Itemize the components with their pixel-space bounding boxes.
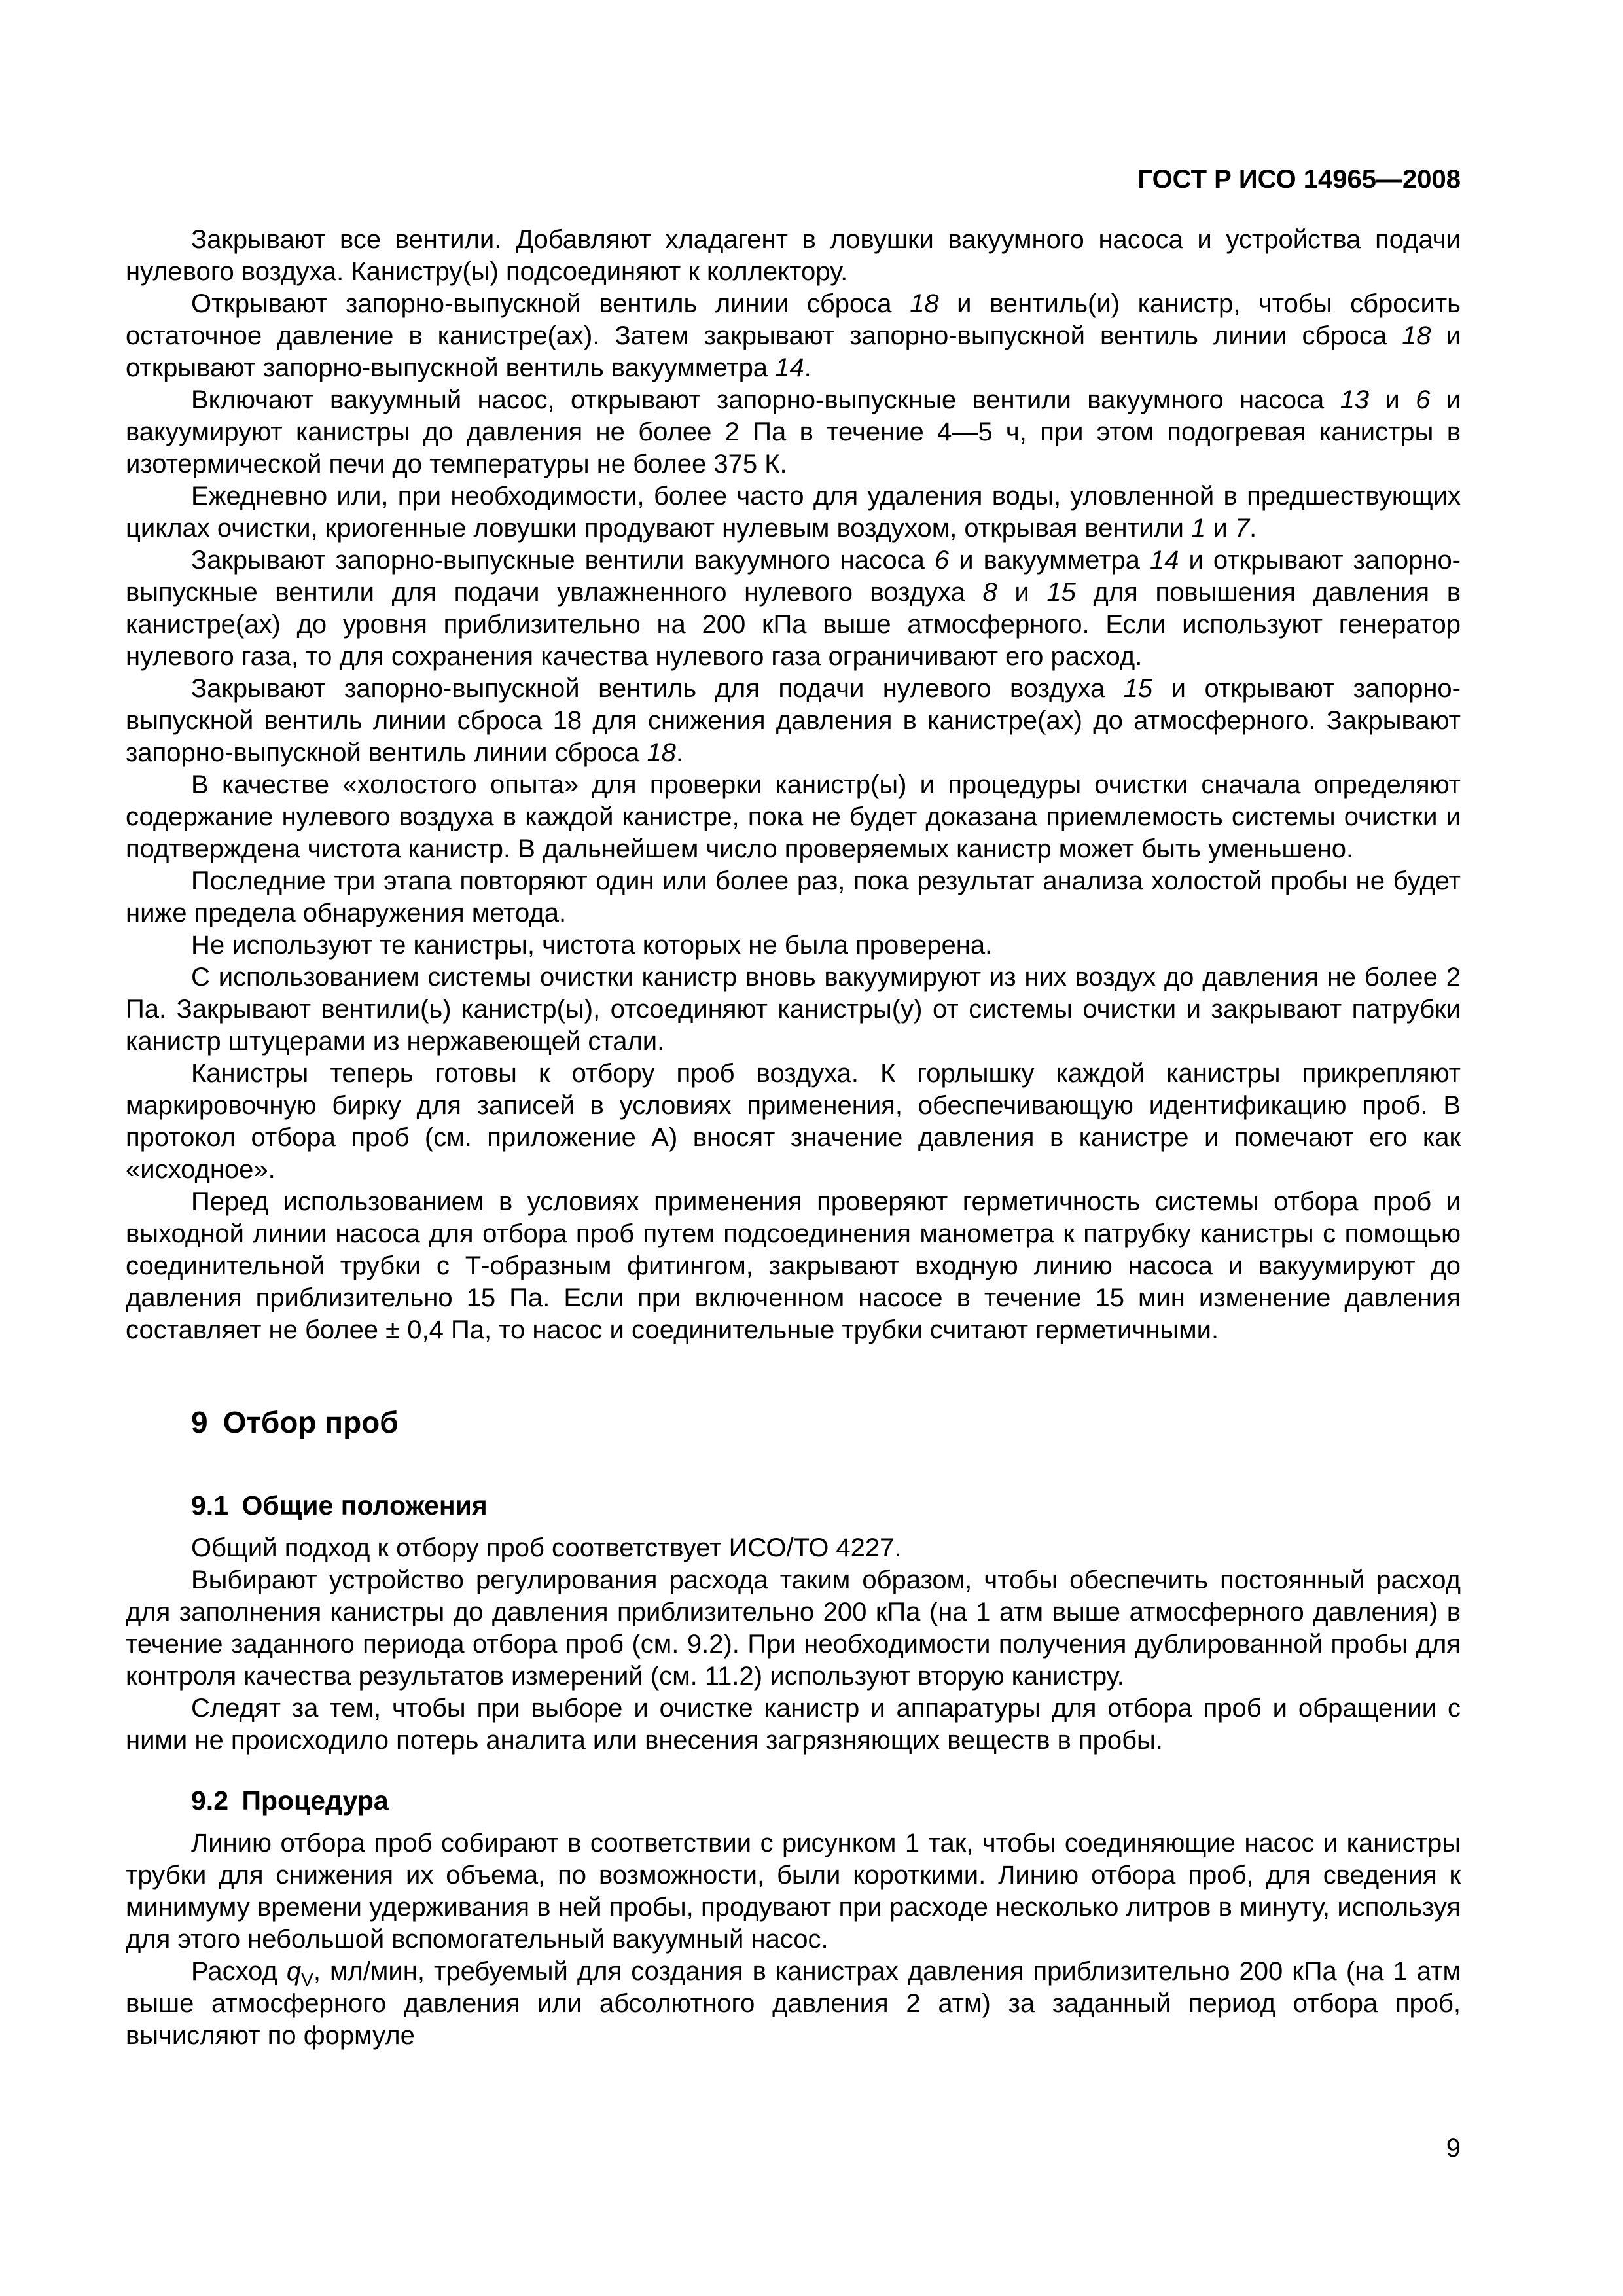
paragraph: Закрывают все вентили. Добавляют хладагент в ловушки вакуумного насоса и устройства подачи нулевого воздуха. Канистру(ы) подсоединяют к коллектору. bbox=[126, 225, 1461, 286]
italic-reference: 13 bbox=[1340, 386, 1370, 414]
paragraph: Ежедневно или, при необходимости, более часто для удаления воды, уловленной в предшествующих циклах очистки, криогенные ловушки продувают нулевым воздухом, открывая вентили 1 и 7. bbox=[126, 482, 1461, 543]
italic-reference: 15 bbox=[1123, 674, 1153, 703]
section-heading: 9.1 Общие положения bbox=[191, 1490, 488, 1520]
paragraph: Закрывают запорно-выпускные вентили вакуумного насоса 6 и вакуумметра 14 и открывают запорно-выпускные вентили для подачи увлажненного нулевого воздуха 8 и 15 для повышения давления в канистре(ах) до уровня приблизительно на 200 кПа выше атмосферного. Если используют генератор нулевого газа, то для сохранения качества нулевого газа ограничивают его расход. bbox=[126, 546, 1461, 671]
paragraph: Следят за тем, чтобы при выборе и очистке канистр и аппаратуры для отбора проб и обращении с ними не происходило потерь аналита или внесения загрязняющих веществ в пробы. bbox=[126, 1694, 1461, 1755]
italic-reference: q bbox=[286, 1957, 302, 1986]
paragraph: С использованием системы очистки канистр вновь вакуумируют из них воздух до давления не более 2 Па. Закрывают вентили(ь) канистр(ы), отсоединяют канистры(у) от системы очистки и закрывают патрубки канистр штуцерами из нержавеющей стали. bbox=[126, 963, 1461, 1056]
italic-reference: 1 bbox=[1191, 514, 1206, 543]
italic-reference: 14 bbox=[775, 353, 804, 382]
paragraph: Расход $q_V$, мл/мин, требуемый для создания в канистрах давления приблизительно 200 кПа (на 1 атм выше атмосферного давления или абсолютного давления 2 атм) за заданный период отбора проб, вычисляют по формуле bbox=[126, 1957, 1461, 2050]
paragraph: В качестве «холостого опыта» для проверки канистр(ы) и процедуры очистки сначала определяют содержание нулевого воздуха в каждой канистре, пока не будет доказана приемлемость системы очистки и подтверждена чистота канистр. В дальнейшем число проверяемых канистр может быть уменьшено. bbox=[126, 770, 1461, 863]
italic-reference: 8 bbox=[982, 578, 997, 607]
italic-reference: 18 bbox=[910, 289, 939, 318]
italic-reference: 6 bbox=[934, 546, 950, 575]
document-content bbox=[126, 224, 1461, 2052]
paragraph: Канистры теперь готовы к отбору проб воздуха. К горлышку каждой канистры прикрепляют маркировочную бирку для записей в условиях применения, обеспечивающую идентификацию проб. В протокол отбора проб (см. приложение А) вносят значение давления в канистре и помечают его как «исходное». bbox=[126, 1059, 1461, 1184]
subscript-text: V bbox=[301, 1969, 313, 1990]
italic-reference: 14 bbox=[1149, 546, 1179, 575]
paragraph: Открывают запорно-выпускной вентиль линии сброса 18 и вентиль(и) канистр, чтобы сбросить остаточное давление в канистре(ах). Затем закрывают запорно-выпускной вентиль линии сброса 18 и открывают запорно-выпускной вентиль вакуумметра 14. bbox=[126, 289, 1461, 382]
page-number: 9 bbox=[1446, 2134, 1461, 2162]
paragraph: Не используют те канистры, чистота которых не была проверена. bbox=[191, 931, 993, 960]
paragraph: Линию отбора проб собирают в соответствии с рисунком 1 так, чтобы соединяющие насос и канистры трубки для снижения их объема, по возможности, были короткими. Линию отбора проб, для сведения к минимуму времени удерживания в ней пробы, продувают при расходе несколько литров в минуту, используя для этого небольшой вспомогательный вакуумный насос. bbox=[126, 1829, 1461, 1954]
italic-reference: 15 bbox=[1046, 578, 1076, 607]
section-heading: 9 Отбор проб bbox=[191, 1405, 399, 1439]
italic-reference: 18 bbox=[647, 738, 676, 767]
italic-reference: 18 bbox=[1402, 321, 1431, 350]
paragraph: Выбирают устройство регулирования расхода таким образом, чтобы обеспечить постоянный расход для заполнения канистры до давления приблизительно 200 кПа (на 1 атм выше атмосферного давления) в течение заданного периода отбора проб (см. 9.2). При необходимости получения дублированной пробы для контроля качества результатов измерений (см. 11.2) используют вторую канистру. bbox=[126, 1566, 1461, 1691]
paragraph: Общий подход к отбору проб соответствует ИСО/ТО 4227. bbox=[191, 1534, 902, 1562]
section-heading: 9.2 Процедура bbox=[191, 1785, 389, 1816]
document-code-header: ГОСТ Р ИСО 14965—2008 bbox=[1137, 165, 1461, 194]
italic-reference: 6 bbox=[1416, 386, 1431, 414]
paragraph: Закрывают запорно-выпускной вентиль для подачи нулевого воздуха 15 и открывают запорно-выпускной вентиль линии сброса 18 для снижения давления в канистре(ах) до атмосферного. Закрывают запорно-выпускной вентиль линии сброса 18. bbox=[126, 674, 1461, 767]
paragraph: Последние три этапа повторяют один или более раз, пока результат анализа холостой пробы не будет ниже предела обнаружения метода. bbox=[126, 867, 1461, 927]
paragraph: Включают вакуумный насос, открывают запорно-выпускные вентили вакуумного насоса 13 и 6 и вакуумируют канистры до давления не более 2 Па в течение 4—5 ч, при этом подогревая канистры в изотермической печи до температуры не более 375 К. bbox=[126, 386, 1461, 478]
italic-reference: 7 bbox=[1234, 514, 1250, 543]
paragraph: Перед использованием в условиях применения проверяют герметичность системы отбора проб и выходной линии насоса для отбора проб путем подсоединения манометра к патрубку канистры с помощью соединительной трубки с Т-образным фитингом, закрывают входную линию насоса и вакуумируют до давления приблизительно 15 Па. Если при включенном насосе в течение 15 мин изменение давления составляет не более ± 0,4 Па, то насос и соединительные трубки считают герметичными. bbox=[126, 1187, 1461, 1344]
